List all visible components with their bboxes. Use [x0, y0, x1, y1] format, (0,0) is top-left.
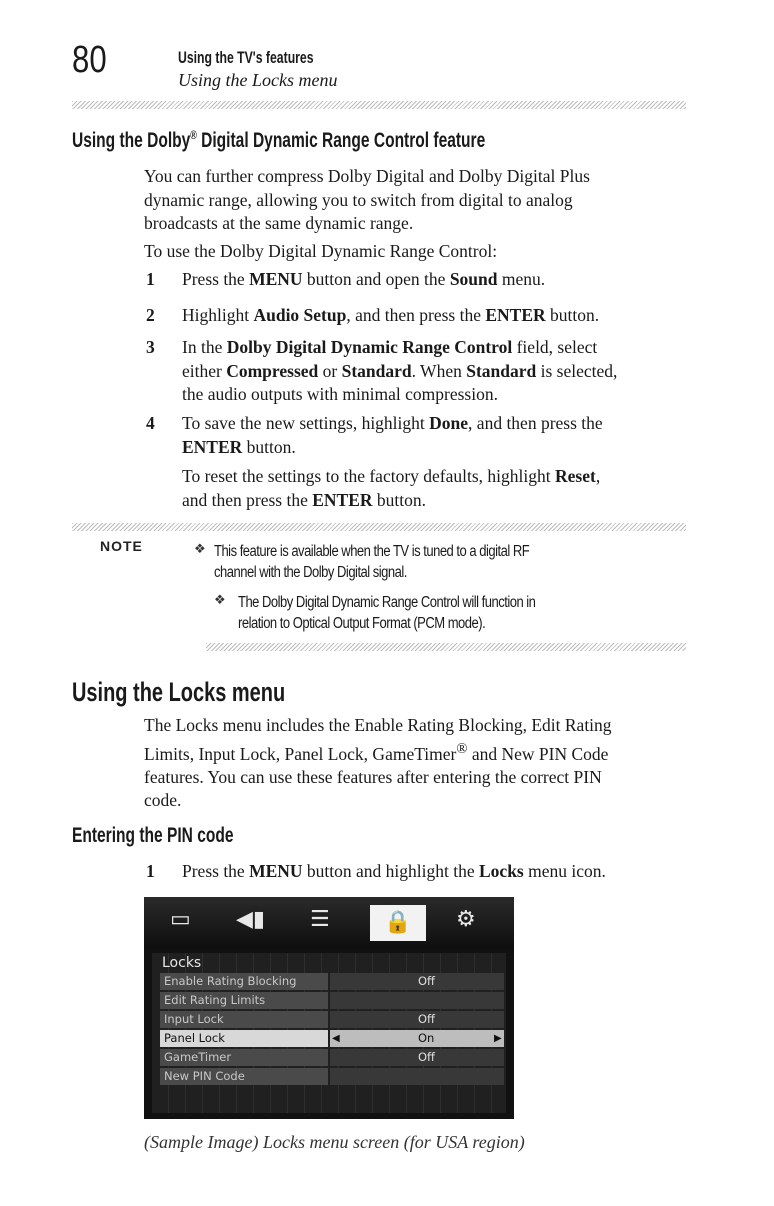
- dolby-lead: To use the Dolby Digital Dynamic Range Control:: [144, 241, 498, 261]
- menu-row: New PIN Code: [160, 1068, 504, 1085]
- section-title: Using the Locks menu: [178, 70, 338, 90]
- menu-row-selected: Panel Lock ◀ On ▶: [160, 1030, 504, 1047]
- locks-heading: Using the Locks menu: [72, 677, 286, 707]
- note-item-1: This feature is available when the TV is tuned to a digital RF channel with the Dolby Digital signal.: [214, 543, 530, 581]
- right-arrow-icon: ▶: [494, 1033, 502, 1044]
- page-number: 80: [72, 39, 107, 81]
- pin-heading: Entering the PIN code: [72, 824, 234, 847]
- lock-icon: 🔒: [370, 905, 426, 941]
- bullet-icon: ❖: [214, 592, 226, 607]
- note-bottom-divider: [206, 643, 686, 651]
- note-label: NOTE: [100, 538, 143, 554]
- sound-icon: ◀▮: [236, 907, 266, 932]
- locks-menu-panel: [152, 953, 506, 1113]
- locks-intro: The Locks menu includes the Enable Rating Blocking, Edit Rating Limits, Input Lock, Panel Lock, GameTimer® and New PIN Code features. You can use these features after entering the correct PIN code.: [144, 715, 612, 811]
- note-item-2: The Dolby Digital Dynamic Range Control will function in relation to Optical Output Format (PCM mode).: [238, 594, 536, 632]
- left-arrow-icon: ◀: [332, 1033, 340, 1044]
- bullet-icon: ❖: [194, 541, 206, 556]
- menu-title: Locks: [162, 955, 202, 971]
- note-top-divider: [72, 523, 686, 531]
- menu-icon-bar: [144, 897, 514, 949]
- header-divider: [72, 101, 686, 109]
- dolby-heading: Using the Dolby® Digital Dynamic Range Control feature: [72, 128, 486, 152]
- locks-menu-screen: [144, 897, 514, 1119]
- setup-icon: ☰: [310, 907, 330, 932]
- figure-caption: (Sample Image) Locks menu screen (for USA region): [144, 1132, 525, 1152]
- dolby-reset-note: To reset the settings to the factory defaults, highlight Reset, and then press the ENTER button.: [182, 466, 601, 510]
- menu-row: Edit Rating Limits: [160, 992, 504, 1009]
- chapter-title: Using the TV's features: [178, 48, 314, 67]
- menu-row: GameTimer Off: [160, 1049, 504, 1066]
- menu-row: Enable Rating Blocking Off: [160, 973, 504, 990]
- gear-icon: ⚙: [456, 907, 476, 932]
- picture-icon: ▭: [170, 907, 191, 932]
- menu-row: Input Lock Off: [160, 1011, 504, 1028]
- dolby-intro: You can further compress Dolby Digital and Dolby Digital Plus dynamic range, allowing you to switch from digital to analog broadcasts at the same dynamic range.: [144, 166, 590, 233]
